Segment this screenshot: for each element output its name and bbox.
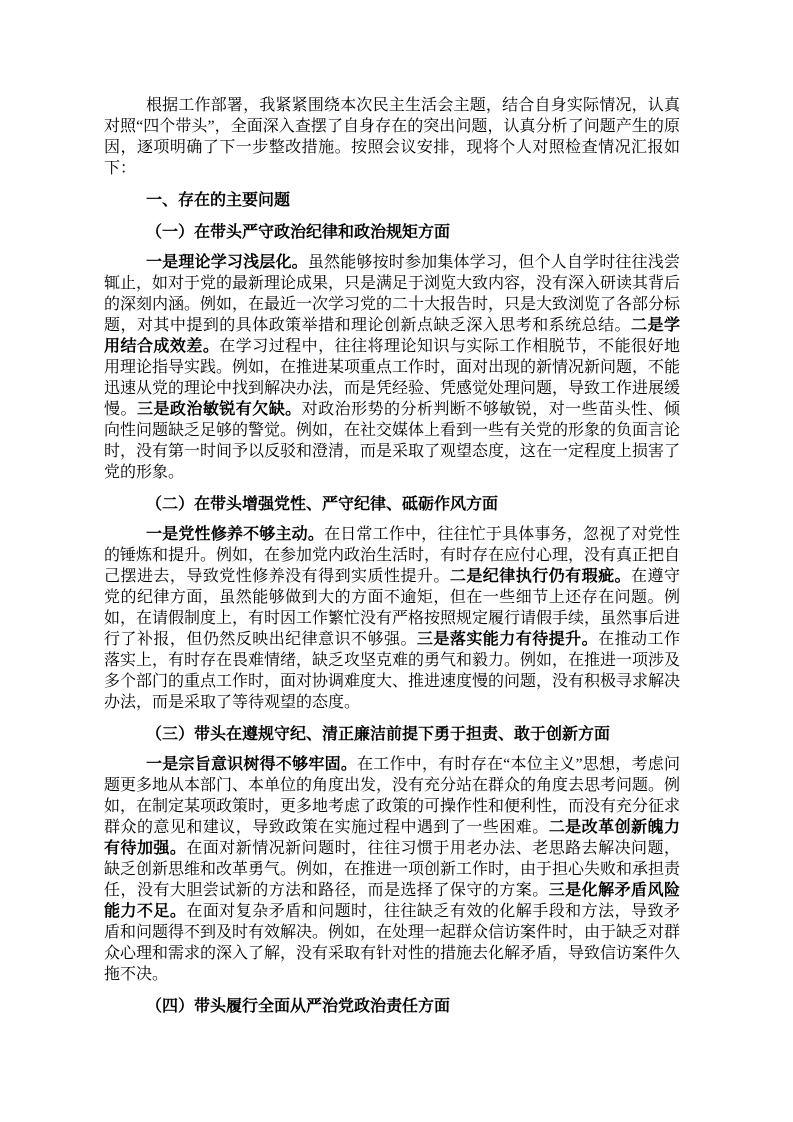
section-heading bbox=[104, 494, 680, 515]
main-heading bbox=[104, 190, 680, 211]
text-run: 对政治形势的分析判断不够敏锐，对一些苗头性、倾向性问题缺乏足够的警觉。例如，在社交媒体上看到一些有关党的形象的负面言论时，没有第一时间予以反驳和澄清，而是采取了观望态度，这在一定程度上损害了党的形象。 bbox=[104, 401, 681, 481]
text-run: 在日常工作中，往往忙于具体事务，忽视了对党性的锤炼和提升。例如，在参加党内政治生活时，有时存在应付心理，没有真正把自己摆进去，导致党性修养没有得到实质性提升。 bbox=[104, 526, 681, 585]
bold-text-run: 二是改革创新魄力有待加强。 bbox=[104, 819, 680, 857]
bold-text-run: 一是宗旨意识树得不够牢固。 bbox=[146, 756, 358, 773]
text-run: 在推动工作落实上，有时存在畏难情绪，缺乏攻坚克难的勇气和毅力。例如，在推进一项涉及多个部门的重点工作时，面对协调难度大、推进速度慢的问题，没有积极寻求解决办法，而是采取了等待观望的态度。 bbox=[104, 631, 681, 711]
body-paragraph bbox=[104, 524, 680, 713]
text-run: 虽然能够按时参加集体学习，但个人自学时往往浅尝辄止，如对于党的最新理论成果，只是满足于浏览大致内容，没有深入研读其背后的深刻内涵。例如，在最近一次学习党的二十大报告时，只是大致浏览了各部分标题，对其中提到的具体政策举措和理论创新点缺乏深入思考和系统总结。 bbox=[104, 254, 681, 334]
text-run: 在遵守党的纪律方面，虽然能够做到大的方面不逾矩，但在一些细节上还存在问题。例如，在请假制度上，有时因工作繁忙没有严格按照规定履行请假手续，虽然事后进行了补报，但仍然反映出纪律意识不够强。 bbox=[104, 568, 681, 648]
section-heading bbox=[104, 222, 680, 243]
bold-text-run: 三是落实能力有待提升。 bbox=[416, 631, 599, 648]
section-heading bbox=[104, 996, 680, 1017]
bold-text-run: 一是党性修养不够主动。 bbox=[146, 526, 325, 543]
bold-text-run: 一、存在的主要问题 bbox=[146, 192, 291, 209]
text-run: 在面对新情况新问题时，往往习惯于用老办法、老思路去解决问题，缺乏创新思维和改革勇气。例如，在推进一项创新工作时，由于担心失败和承担责任，没有大胆尝试新的方法和路径，而是选择了保守的方案。 bbox=[104, 840, 681, 899]
section-heading bbox=[104, 724, 680, 745]
bold-text-run: （二）在带头增强党性、严守纪律、砥砺作风方面 bbox=[146, 496, 499, 513]
bold-text-run: 三是化解矛盾风险能力不足。 bbox=[104, 882, 680, 920]
body-paragraph bbox=[104, 95, 680, 179]
text-run: 在工作中，有时存在“本位主义”思想，考虑问题更多地从本部门、本单位的角度出发，没有充分站在群众的角度去思考问题。例如，在制定某项政策时，更多地考虑了政策的可操作性和便利性，而没有充分征求群众的意见和建议，导致政策在实施过程中遇到了一些困难。 bbox=[104, 756, 681, 836]
body-paragraph bbox=[104, 754, 680, 985]
body-paragraph bbox=[104, 252, 680, 483]
text-run: 在学习过程中，往往将理论知识与实际工作相脱节，不能很好地用理论指导实践。例如，在推进某项重点工作时，面对出现的新情况新问题，不能迅速从党的理论中找到解决办法，而是凭经验、凭感觉处理问题，导致工作进展缓慢。 bbox=[104, 338, 681, 418]
bold-text-run: （三）带头在遵规守纪、清正廉洁前提下勇于担责、敢于创新方面 bbox=[146, 726, 611, 743]
document-body bbox=[104, 95, 680, 1017]
text-run: 在面对复杂矛盾和问题时，往往缺乏有效的化解手段和方法，导致矛盾和问题得不到及时有效解决。例如，在处理一起群众信访案件时，由于缺乏对群众心理和需求的深入了解，没有采取有针对性的措施去化解矛盾，导致信访案件久拖不决。 bbox=[104, 903, 681, 983]
bold-text-run: （一）在带头严守政治纪律和政治规矩方面 bbox=[146, 224, 451, 241]
bold-text-run: （四）带头履行全面从严治党政治责任方面 bbox=[146, 998, 451, 1015]
bold-text-run: 二是纪律执行仍有瑕疵。 bbox=[449, 568, 632, 585]
bold-text-run: 三是政治敏锐有欠缺。 bbox=[136, 401, 302, 418]
bold-text-run: 二是学用结合成效差。 bbox=[104, 317, 680, 355]
text-run: 根据工作部署，我紧紧围绕本次民主生活会主题，结合自身实际情况，认真对照“四个带头”，全面深入查摆了自身存在的突出问题，认真分析了问题产生的原因，逐项明确了下一步整改措施。按照会议安排，现将个人对照检查情况汇报如下： bbox=[104, 97, 680, 177]
bold-text-run: 一是理论学习浅层化。 bbox=[146, 254, 308, 271]
